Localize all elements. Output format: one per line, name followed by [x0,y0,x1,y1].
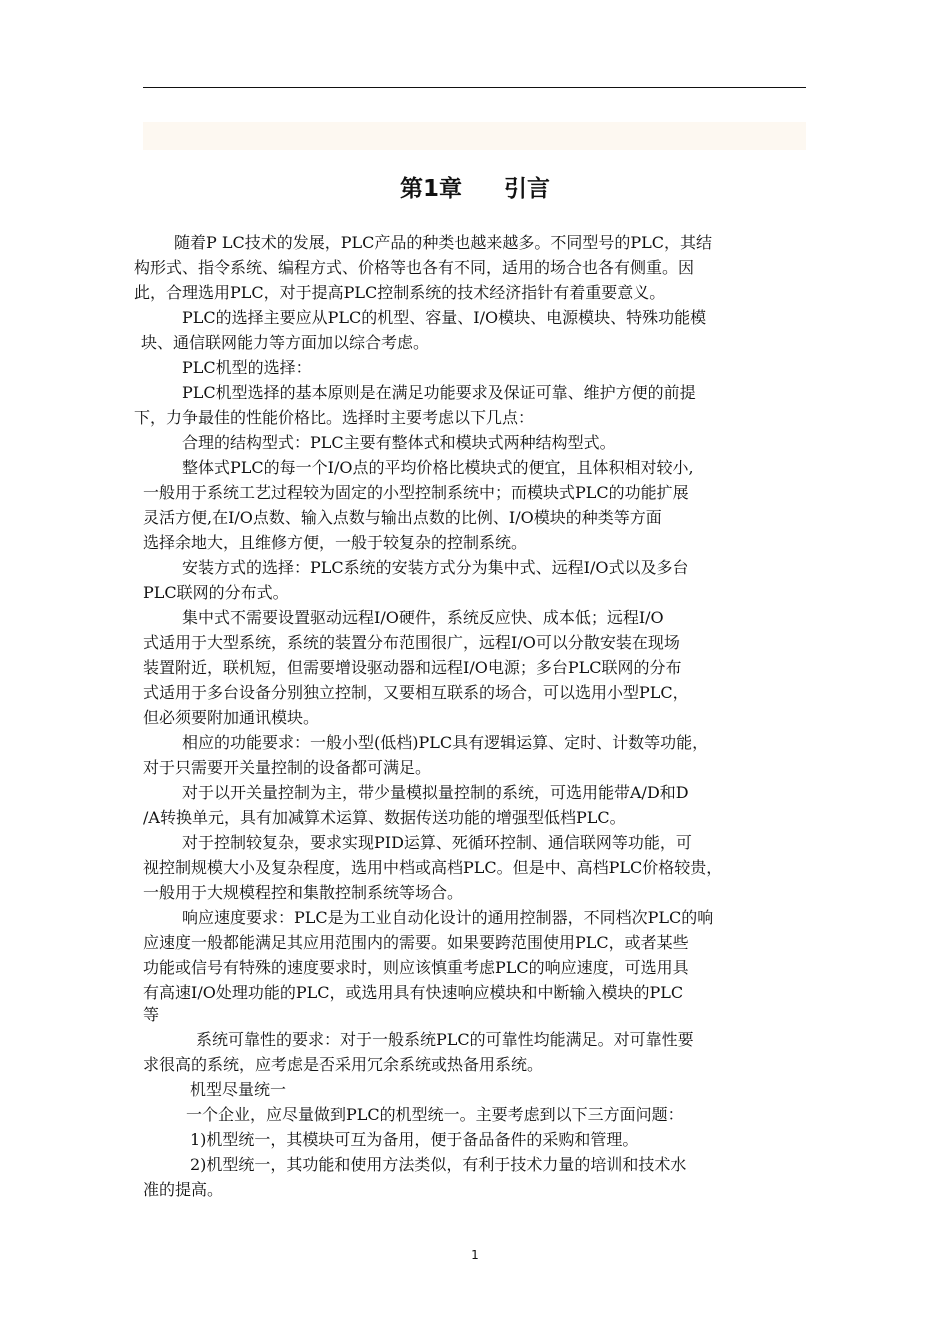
text-line: 视控制规模大小及复杂程度，选用中档或高档PLC。但是中、高档PLC价格较贵， [143,858,723,877]
text-line: 随着P LC技术的发展，PLC产品的种类也越来越多。不同型号的PLC，其结 [174,233,712,252]
text-line: 功能或信号有特殊的速度要求时，则应该慎重考虑PLC的响应速度，可选用具 [143,958,689,977]
text-line: 等 [143,1005,160,1024]
text-line: 1)机型统一，其模块可互为备用，便于备品备件的采购和管理。 [190,1130,639,1149]
text-line: 构形式、指令系统、编程方式、价格等也各有不同，适用的场合也各有侧重。因 [134,258,695,277]
text-line: PLC机型的选择： [182,358,312,377]
text-line: 2)机型统一，其功能和使用方法类似，有利于技术力量的培训和技术水 [190,1155,687,1174]
text-line: 式适用于多台设备分别独立控制，又要相互联系的场合，可以选用小型PLC， [143,683,689,702]
text-line: 有高速I/O处理功能的PLC，或选用具有快速响应模块和中断输入模块的PLC [143,983,684,1002]
text-line: 装置附近，联机短，但需要增设驱动器和远程I/O电源；多台PLC联网的分布 [143,658,682,677]
text-line: 系统可靠性的要求：对于一般系统PLC的可靠性均能满足。对可靠性要 [196,1030,694,1049]
text-line: 合理的结构型式：PLC主要有整体式和模块式两种结构型式。 [182,433,616,452]
page-number: 1 [471,1248,479,1262]
text-line: 式适用于大型系统，系统的装置分布范围很广，远程I/O可以分散安装在现场 [143,633,680,652]
text-line: 块、通信联网能力等方面加以综合考虑。 [141,333,430,352]
text-line: 对于以开关量控制为主，带少量模拟量控制的系统，可选用能带A/D和D [182,783,689,802]
text-line: 安装方式的选择：PLC系统的安装方式分为集中式、远程I/O式以及多台 [182,558,689,577]
text-line: 一个企业，应尽量做到PLC的机型统一。主要考虑到以下三方面问题： [186,1105,684,1124]
header-rule [143,87,806,88]
text-line: 应速度一般都能满足其应用范围内的需要。如果要跨范围使用PLC，或者某些 [143,933,689,952]
header-band [143,122,806,150]
text-line: PLC联网的分布式。 [143,583,289,602]
text-line: 准的提高。 [143,1180,224,1199]
text-line: 机型尽量统一 [190,1080,287,1099]
text-line: /A转换单元，具有加减算术运算、数据传送功能的增强型低档PLC。 [143,808,626,827]
text-line: 灵活方便,在I/O点数、输入点数与输出点数的比例、I/O模块的种类等方面 [143,508,662,527]
text-line: 相应的功能要求：一般小型(低档)PLC具有逻辑运算、定时、计数等功能， [182,733,709,752]
text-line: 一般用于系统工艺过程较为固定的小型控制系统中；而模块式PLC的功能扩展 [143,483,689,502]
chapter-title: 引言 [504,176,550,202]
text-line: 选择余地大，且维修方便，一般于较复杂的控制系统。 [143,533,528,552]
text-line: 响应速度要求：PLC是为工业自动化设计的通用控制器，不同档次PLC的响 [182,908,714,927]
text-line: 求很高的系统，应考虑是否采用冗余系统或热备用系统。 [143,1055,544,1074]
text-line: 一般用于大规模程控和集散控制系统等场合。 [143,883,464,902]
text-line: 整体式PLC的每一个I/O点的平均价格比模块式的便宜，且体积相对较小, [182,458,694,477]
chapter-heading [0,170,950,203]
text-line: 集中式不需要设置驱动远程I/O硬件，系统反应快、成本低；远程I/O [182,608,664,627]
text-line: 对于只需要开关量控制的设备都可满足。 [143,758,432,777]
chapter-number: 第1章 [399,176,462,202]
text-line: 此，合理选用PLC，对于提高PLC控制系统的技术经济指针有着重要意义。 [134,283,666,302]
text-line: 下，力争最佳的性能价格比。选择时主要考虑以下几点： [134,408,535,427]
text-line: 对于控制较复杂，要求实现PID运算、死循环控制、通信联网等功能，可 [182,833,692,852]
text-line: 但必须要附加通讯模块。 [143,708,320,727]
text-line: PLC机型选择的基本原则是在满足功能要求及保证可靠、维护方便的前提 [182,383,696,402]
text-line: PLC的选择主要应从PLC的机型、容量、I/O模块、电源模块、特殊功能模 [182,308,707,327]
